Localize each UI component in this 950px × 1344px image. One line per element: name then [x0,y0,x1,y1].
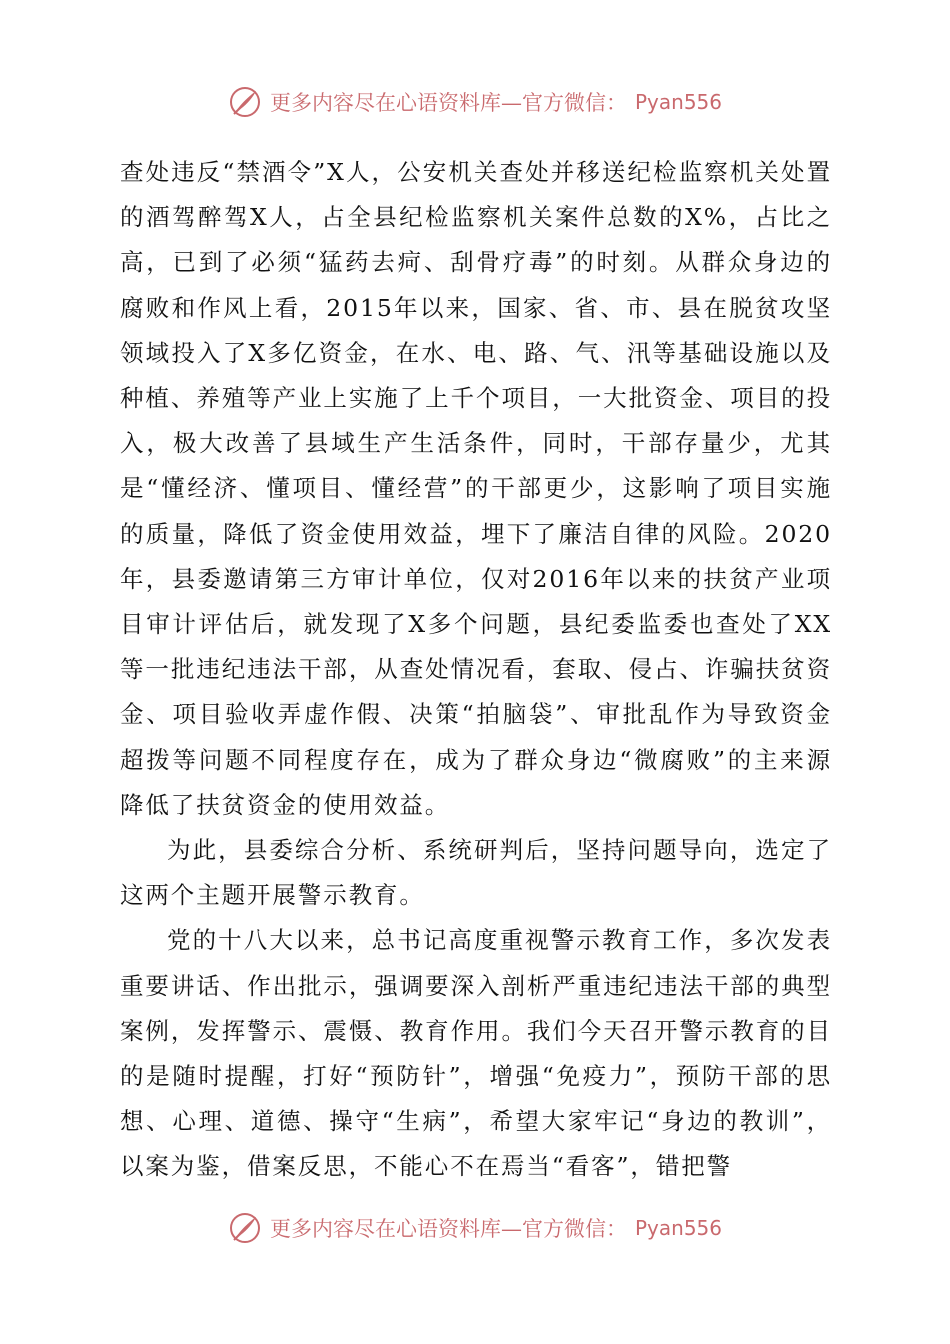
document-body [120,150,832,1190]
footer-watermark [0,1208,950,1248]
header-watermark [0,82,950,122]
quill-pen-icon [228,1211,262,1245]
paragraph-1: 查处违反“禁酒令”X人，公安机关查处并移送纪检监察机关处置的酒驾醉驾X人，占全县纪检监察机关案件总数的X%，占比之高，已到了必须“猛药去疴、刮骨疗毒”的时刻。从群众身边的腐败和作风上看，2015年以来，国家、省、市、县在脱贫攻坚领域投入了X多亿资金，在水、电、路、气、汛等基础设施以及种植、养殖等产业上实施了上千个项目，一大批资金、项目的投入，极大改善了县域生产生活条件，同时，干部存量少，尤其是“懂经济、懂项目、懂经营”的干部更少，这影响了项目实施的质量，降低了资金使用效益，埋下了廉洁自律的风险。2020年，县委邀请第三方审计单位，仅对2016年以来的扶贫产业项目审计评估后，就发现了X多个问题，县纪委监委也查处了XX等一批违纪违法干部，从查处情况看，套取、侵占、诈骗扶贫资金、项目验收弄虚作假、决策“拍脑袋”、审批乱作为导致资金超拨等问题不同程度存在，成为了群众身边“微腐败”的主来源降低了扶贫资金的使用效益。 [120,158,832,819]
footer-watermark-text: 更多内容尽在心语资料库—官方微信： [269,1217,627,1241]
footer-watermark-handle: Pyan556 [634,1216,722,1240]
header-watermark-handle: Pyan556 [634,90,722,114]
paragraph-3: 党的十八大以来，总书记高度重视警示教育工作，多次发表重要讲话、作出批示，强调要深入剖析严重违纪违法干部的典型案例，发挥警示、震慑、教育作用。我们今天召开警示教育的目的是随时提醒，打好“预防针”，增强“免疫力”，预防干部的思想、心理、道德、操守“生病”，希望大家牢记“身边的教训”，以案为鉴，借案反思，不能心不在焉当“看客”，错把警 [120,926,832,1181]
header-watermark-text: 更多内容尽在心语资料库—官方微信： [269,91,627,115]
quill-pen-icon [228,85,262,119]
paragraph-2: 为此，县委综合分析、系统研判后，坚持问题导向，选定了这两个主题开展警示教育。 [120,836,832,910]
